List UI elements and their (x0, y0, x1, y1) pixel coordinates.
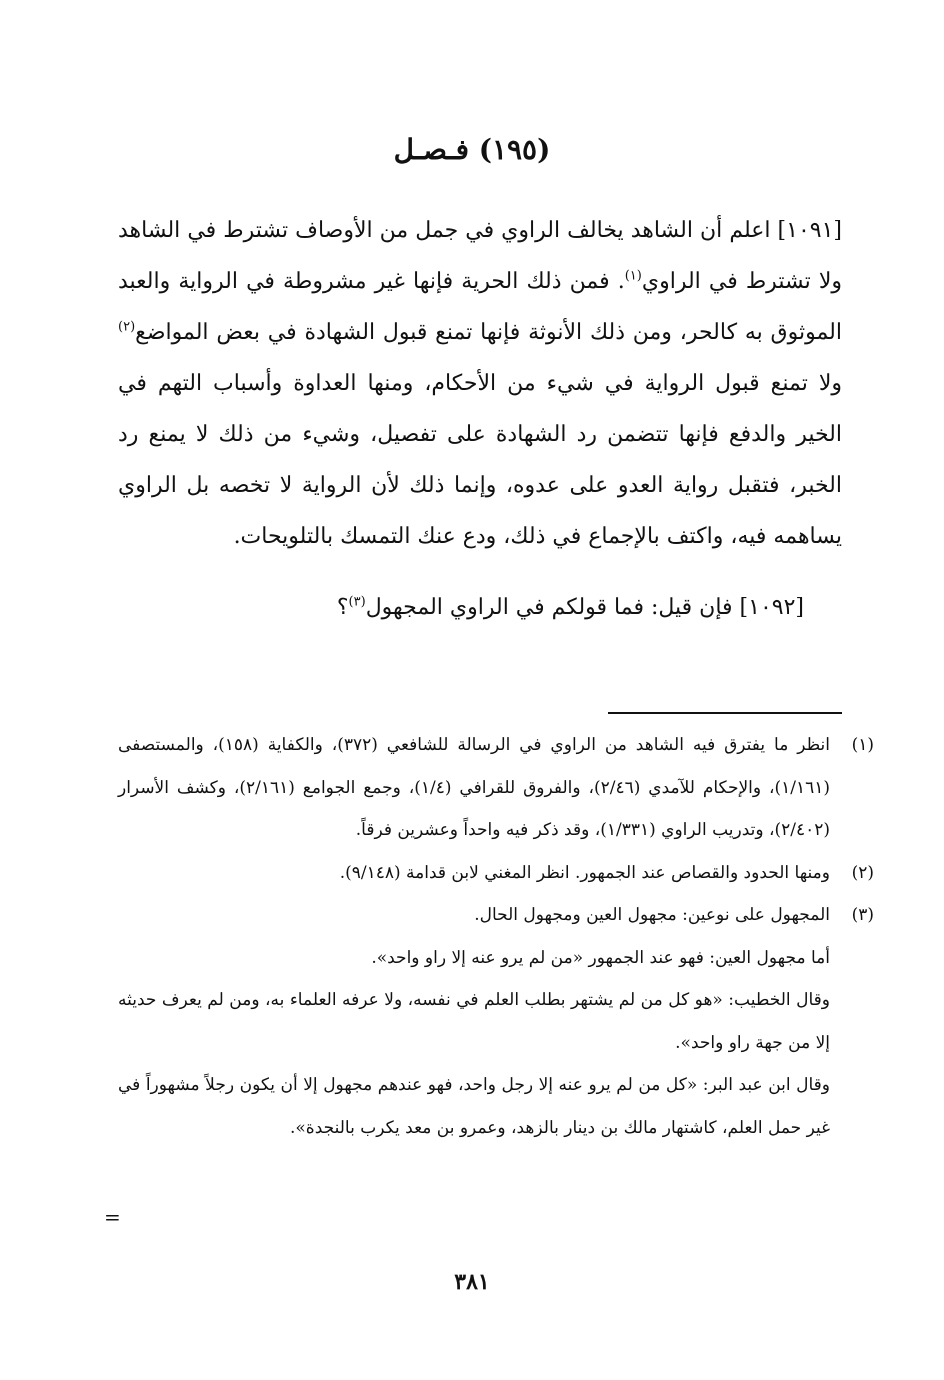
paragraph-1091-part-a: [١٠٩١] اعلم أن الشاهد يخالف الراوي في جمل من الأوصاف تشترط في الشاهد ولا تشترط في الراوي (118, 218, 842, 294)
paragraph-1091 (118, 205, 842, 562)
footnote-text: ومنها الحدود والقصاص عند الجمهور. انظر المغني لابن قدامة (٩/١٤٨). (339, 862, 830, 883)
paragraph-1091-part-b: . فمن ذلك الحرية فإنها غير مشروطة في الرواية والعبد الموثوق به كالحر، ومن ذلك الأنوثة فإنها تمنع قبول الشهادة في بعض المواضع (118, 269, 842, 345)
paragraph-1092-part-a: [١٠٩٢] فإن قيل: فما قولكم في الراوي المجهول (365, 595, 804, 620)
section-title: (١٩٥) فـصـل (393, 133, 551, 166)
footnote-text-ibn-abd-al-barr-quote: وقال ابن عبد البر: «كل من لم يرو عنه إلا رجل واحد، فهو عندهم مجهول إلا أن يكون رجلاً مشهوراً في غير حمل العلم، كاشتهار مالك بن دينار بالزهد، وعمرو بن معد يكرب بالنجدة». (118, 1075, 830, 1138)
footnote-1 (118, 724, 874, 852)
footnote-number: (١) (851, 735, 874, 755)
footnote-ref-3[interactable]: (٣) (348, 594, 366, 610)
footnote-2 (118, 852, 874, 895)
footnote-3 (118, 894, 874, 1149)
footnote-number: (٣) (851, 905, 874, 925)
footnotes (118, 724, 874, 1149)
footnote-text: انظر ما يفترق فيه الشاهد من الراوي في الرسالة للشافعي (٣٧٢)، والكفاية (١٥٨)، والمستصفى (١/١٦١)، والإحكام للآمدي (٢/٤٦)، والفروق للقرافي (١/٤)، وجمع الجوامع (٢/١٦١)، وكشف الأسرار (٢/٤٠٢)، وتدريب الراوي (١/٣٣١)، وقد ذكر فيه واحداً وعشرين فرقاً. (118, 735, 831, 840)
continuation-mark: = (104, 1205, 121, 1229)
page-number: ٣٨١ (454, 1269, 490, 1295)
paragraph-1091-part-c: ولا تمنع قبول الرواية في شيء من الأحكام، ومنها العداوة وأسباب التهم في الخير والدفع فإنها تتضمن رد الشهادة على تفصيل، وشيء من ذلك لا يمنع رد الخبر، فتقبل رواية العدو على عدوه، وإنما ذلك لأن الرواية لا تخصه بل الراوي يساهمه فيه، واكتف بالإجماع في ذلك، ودع عنك التمسك بالتلويحات. (118, 371, 842, 549)
footnote-text-unknown-person: أما مجهول العين: فهو عند الجمهور «من لم يرو عنه إلا راو واحد». (371, 947, 830, 968)
footnote-number: (٢) (851, 862, 874, 883)
footnote-text-khatib-quote: وقال الخطيب: «هو كل من لم يشتهر بطلب العلم في نفسه، ولا عرفه العلماء به، ومن لم يعرف حديثه إلا من جهة راو واحد». (118, 990, 830, 1053)
main-text (118, 205, 842, 655)
footnote-text: المجهول على نوعين: مجهول العين ومجهول الحال. (474, 905, 830, 925)
footnote-ref-1[interactable]: (١) (624, 268, 642, 284)
paragraph-1092-part-b: ؟ (336, 595, 349, 620)
paragraph-1092 (118, 582, 842, 633)
footnote-separator (608, 712, 842, 714)
footnote-ref-2[interactable]: (٢) (118, 319, 136, 335)
